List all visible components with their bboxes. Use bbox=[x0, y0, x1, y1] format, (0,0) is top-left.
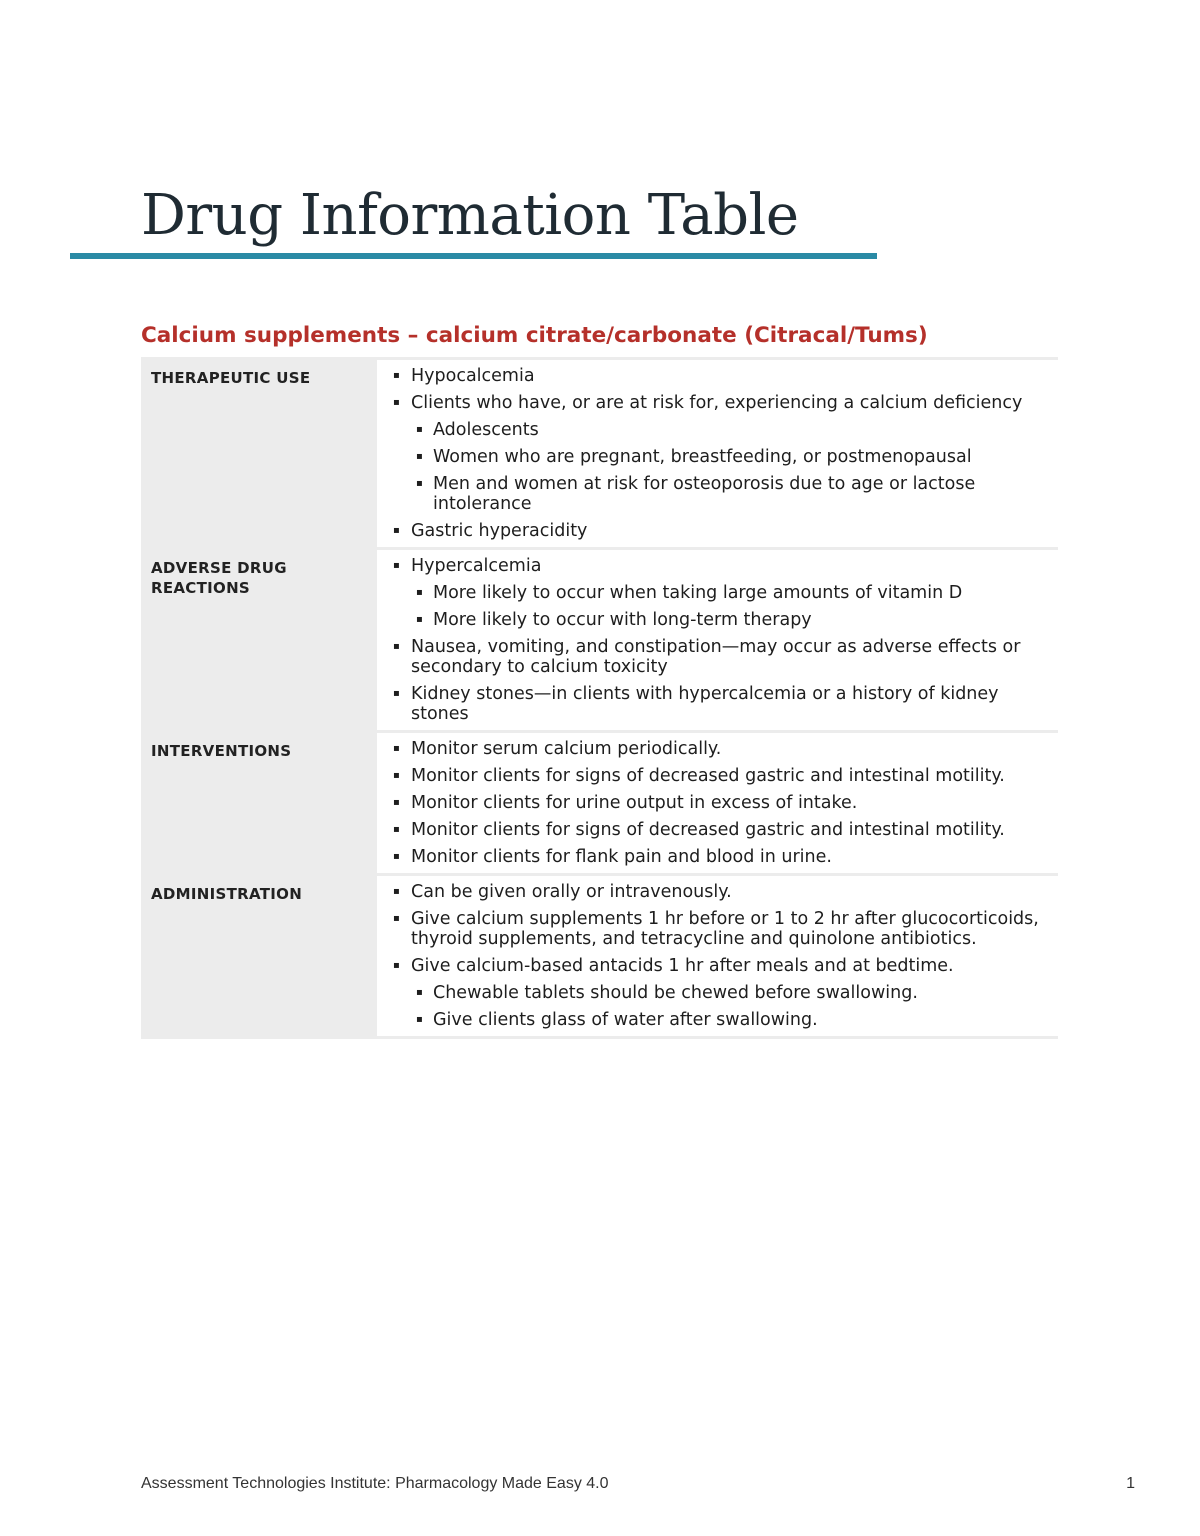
drug-information-table bbox=[141, 357, 1058, 1039]
sub-bullet-item: ▪ Chewable tablets should be chewed before swallowing. bbox=[387, 983, 1048, 1003]
table-row bbox=[141, 875, 1058, 1038]
table-row bbox=[141, 549, 1058, 732]
bullet-item: ▪ Monitor clients for signs of decreased gastric and intestinal motility. bbox=[387, 820, 1048, 840]
row-label: ADMINISTRATION bbox=[151, 885, 303, 903]
row-content-cell bbox=[377, 732, 1058, 875]
row-label: THERAPEUTIC USE bbox=[151, 369, 311, 387]
bullet-list bbox=[387, 882, 1048, 1030]
bullet-list bbox=[387, 366, 1048, 541]
table-row bbox=[141, 359, 1058, 549]
bullet-item: ▪ Monitor clients for urine output in excess of intake. bbox=[387, 793, 1048, 813]
bullet-item: ▪ Monitor serum calcium periodically. bbox=[387, 739, 1048, 759]
row-content-cell bbox=[377, 549, 1058, 732]
title-underline bbox=[70, 253, 877, 259]
bullet-item: ▪ Give calcium supplements 1 hr before or 1 to 2 hr after glucocorticoids, thyroid supplements, and tetracycline and quinolone antibiotics. bbox=[387, 909, 1048, 949]
bullet-list bbox=[387, 739, 1048, 867]
table-body bbox=[141, 359, 1058, 1038]
bullet-item: ▪ Nausea, vomiting, and constipation—may occur as adverse effects or secondary to calcium toxicity bbox=[387, 637, 1048, 677]
row-label-cell bbox=[141, 549, 377, 732]
page-number: 1 bbox=[1126, 1475, 1135, 1492]
bullet-item: ▪ Gastric hyperacidity bbox=[387, 521, 1048, 541]
bullet-item: ▪ Clients who have, or are at risk for, experiencing a calcium deficiency bbox=[387, 393, 1048, 413]
footer-source: Assessment Technologies Institute: Pharmacology Made Easy 4.0 bbox=[141, 1475, 609, 1492]
bullet-item: ▪ Can be given orally or intravenously. bbox=[387, 882, 1048, 902]
bullet-item: ▪ Hypocalcemia bbox=[387, 366, 1048, 386]
sub-bullet-item: ▪ Women who are pregnant, breastfeeding, or postmenopausal bbox=[387, 447, 1048, 467]
sub-bullet-item: ▪ Adolescents bbox=[387, 420, 1048, 440]
row-content-cell bbox=[377, 359, 1058, 549]
row-label: ADVERSE DRUG REACTIONS bbox=[151, 559, 287, 597]
table-row bbox=[141, 732, 1058, 875]
row-content-cell bbox=[377, 875, 1058, 1038]
sub-bullet-item: ▪ Men and women at risk for osteoporosis due to age or lactose intolerance bbox=[387, 474, 1048, 514]
sub-bullet-item: ▪ More likely to occur when taking large amounts of vitamin D bbox=[387, 583, 1048, 603]
bullet-item: ▪ Give calcium-based antacids 1 hr after meals and at bedtime. bbox=[387, 956, 1048, 976]
row-label: INTERVENTIONS bbox=[151, 742, 292, 760]
row-label-cell bbox=[141, 875, 377, 1038]
sub-bullet-item: ▪ Give clients glass of water after swallowing. bbox=[387, 1010, 1048, 1030]
sub-bullet-item: ▪ More likely to occur with long-term therapy bbox=[387, 610, 1048, 630]
bullet-item: ▪ Monitor clients for signs of decreased gastric and intestinal motility. bbox=[387, 766, 1048, 786]
row-label-cell bbox=[141, 359, 377, 549]
page-title: Drug Information Table bbox=[141, 183, 799, 248]
drug-heading: Calcium supplements – calcium citrate/carbonate (Citracal/Tums) bbox=[141, 323, 928, 348]
bullet-item: ▪ Monitor clients for flank pain and blood in urine. bbox=[387, 847, 1048, 867]
bullet-item: ▪ Hypercalcemia bbox=[387, 556, 1048, 576]
row-label-cell bbox=[141, 732, 377, 875]
bullet-list bbox=[387, 556, 1048, 724]
bullet-item: ▪ Kidney stones—in clients with hypercalcemia or a history of kidney stones bbox=[387, 684, 1048, 724]
